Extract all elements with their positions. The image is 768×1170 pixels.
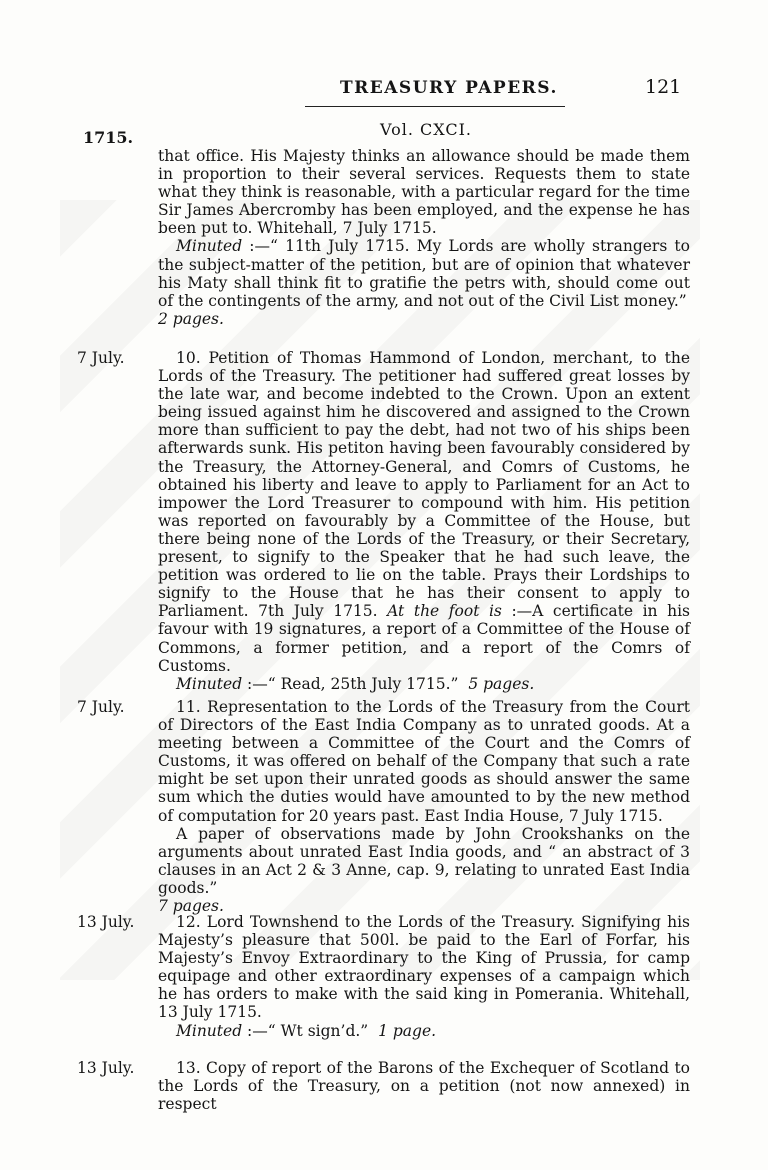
entry-text-2: A paper of observations made by John Crookshanks on the arguments about unrated East India goods, and “ an abstract of 3 clauses in an Act 2 & 3 Anne, cap. 9, relating to unrated East India goods.” xyxy=(158,824,690,897)
entry-minute xyxy=(158,1022,690,1040)
entry-text: 12. Lord Townshend to the Lords of the Treasury. Signifying his Majesty’s pleasure that 500l. be paid to the Earl of Forfar, his Majesty’s Envoy Extraordinary to the King of Prussia, for camp equipage and other extraordinary expenses of a campaign which he has orders to make with the said king in Pomerania. Whitehall, 13 July 1715. xyxy=(158,913,690,1022)
minuted-label: Minuted xyxy=(176,674,243,693)
continuation-minute xyxy=(158,237,690,309)
entry-date: 13 July. xyxy=(77,1059,135,1077)
page-count: 7 pages. xyxy=(158,897,224,916)
page-count: 2 pages. xyxy=(158,309,224,328)
margin-year: 1715. xyxy=(83,128,134,147)
entry-text: 11. Representation to the Lords of the Treasury from the Court of Directors of the East India Company as to unrated goods. At a meeting between a Committee of the Court and the Comrs of Customs, it was offered on behalf of the Company that such a rate might be set upon their unrated goods as should answer the same sum which the duties would have amounted to by the new method of computation for 20 years past. East India House, 7 July 1715. xyxy=(158,698,690,825)
entry-date: 7 July. xyxy=(77,349,125,367)
minuted-label: Minuted xyxy=(176,1021,243,1040)
entry-text xyxy=(158,349,690,675)
entry-date: 7 July. xyxy=(77,698,125,716)
running-title: TREASURY PAPERS. xyxy=(340,78,558,98)
page-count: 1 page. xyxy=(378,1021,437,1040)
entry-11 xyxy=(158,698,690,915)
page-number: 121 xyxy=(645,76,682,98)
entry-text: 13. Copy of report of the Barons of the Exchequer of Scotland to the Lords of the Treasury, on a petition (not now annexed) in respect xyxy=(158,1059,690,1114)
entry-body: 10. Petition of Thomas Hammond of London, merchant, to the Lords of the Treasury. The petitioner had suffered great losses by the late war, and become indebted to the Crown. Upon an extent being issued against him he discovered and assigned to the Crown more than sufficient to pay the debt, had not two of his ships been afterwards sunk. His petiton having been favourably considered by the Treasury, the Attorney-General, and Comrs of Customs, he obtained his liberty and leave to apply to Parliament for an Act to impower the Lord Treasurer to compound with him. His petition was reported on favourably by a Committee of the House, but there being none of the Lords of the Treasury, or their Secretary, present, to signify to the Speaker that he had such leave, the petition was ordered to lie on the table. Prays their Lordships to signify to the House that he has their consent to apply to Parliament. 7th July 1715. xyxy=(158,349,690,621)
foot-label: At the foot is xyxy=(387,602,502,621)
entry-minute xyxy=(158,675,690,693)
page-count: 5 pages. xyxy=(468,674,535,693)
minuted-text: :—“ 11th July 1715. My Lords are wholly strangers to the subject-matter of the petition, but are of opinion that whatever his Maty shall think fit to gratifie the petrs with, should come out of the contingents of the army, and not out of the Civil List money.” xyxy=(158,237,690,310)
volume-heading: Vol. CXCI. xyxy=(380,120,473,139)
continuation-entry xyxy=(158,147,690,328)
foot-text: :—A certificate in his favour with 19 signatures, a report of a Committee of the House of Commons, a former petition, and a report of the Comrs of Customs. xyxy=(158,602,690,675)
minuted-text: :—“ Wt sign’d.” xyxy=(242,1021,369,1040)
entry-13 xyxy=(158,1059,690,1113)
entry-10 xyxy=(158,349,690,693)
minuted-text: :—“ Read, 25th July 1715.” xyxy=(242,674,459,693)
header-rule xyxy=(305,106,565,107)
running-head xyxy=(0,78,768,106)
minuted-label: Minuted xyxy=(176,237,243,256)
entry-12 xyxy=(158,913,690,1040)
entry-date: 13 July. xyxy=(77,913,135,931)
continuation-text: that office. His Majesty thinks an allowance should be made them in proportion to their several services. Requests them to state what they think is reasonable, with a particular regard for the time Sir James Abercromby has been employed, and the expense he has been put to. Whitehall, 7 July 1715. xyxy=(158,147,690,238)
